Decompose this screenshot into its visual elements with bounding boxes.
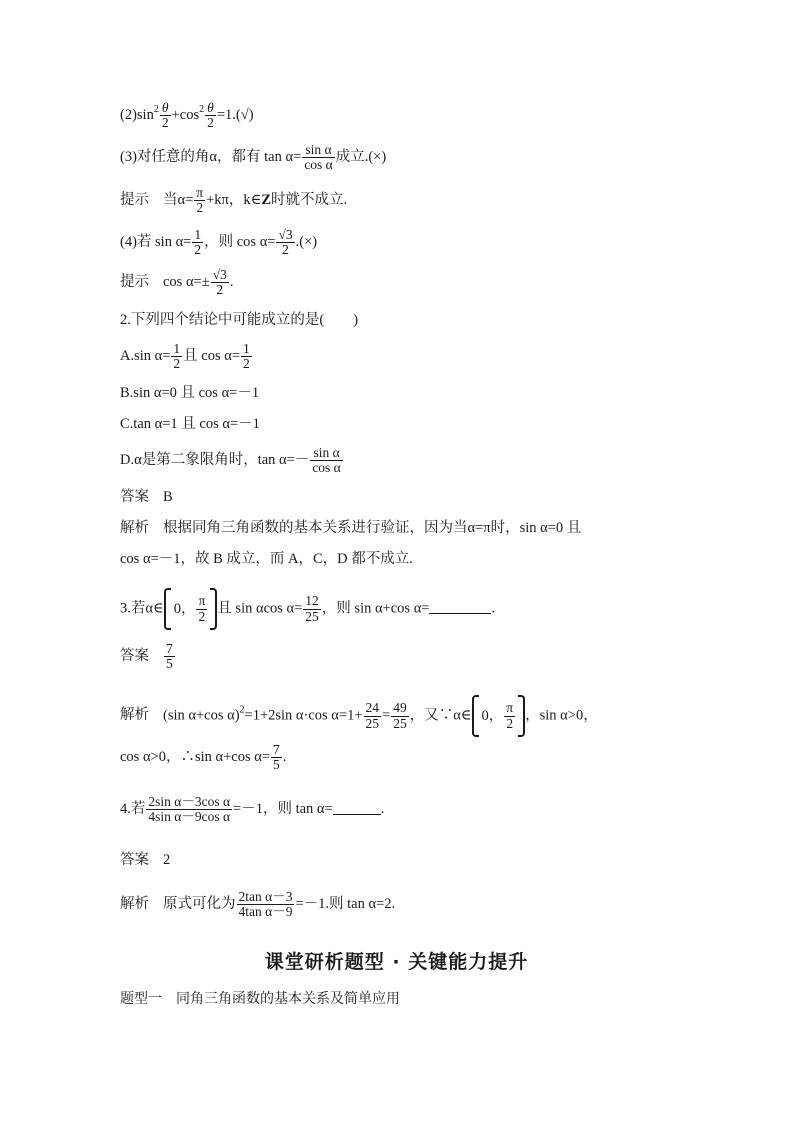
option-b: B.sin α=0 且 cos α=－1 xyxy=(120,385,260,401)
fraction: $\frac{7}{5}$ xyxy=(273,742,280,773)
sub-heading: 题型一 同角三角函数的基本关系及简单应用 xyxy=(120,991,400,1007)
item-3: (3)对任意的角α，都有 tan α= $\frac{\text{sin α}}{\text{cos α}}$ 成立.(×) xyxy=(120,142,387,173)
option-c: C.tan α=1 且 cos α=－1 xyxy=(120,416,260,432)
fraction: $\frac{\theta}{2}$ xyxy=(207,100,214,131)
fraction: $\frac{24}{25}$ xyxy=(365,700,380,731)
fraction: $\frac{\text{2tan α－3}}{\text{4tan α－9}}$ xyxy=(238,889,293,920)
answer-4: 答案 2 xyxy=(120,852,171,868)
item-4: (4)若 sin α= $\frac{1}{2}$ ，则 cos α= $\frac{√3}{2}$ .(×) xyxy=(120,227,318,258)
fraction: $\frac{√3}{2}$ xyxy=(212,267,227,298)
fraction: $\frac{\pi}{2}$ xyxy=(198,593,206,624)
solution-3-line-1: 解析 (sin α+cos α)$^2$=1+2sin α·cos α=1+ $\frac{24}{25}$ = $\frac{49}{25}$ ，又∵α∈ 0， $\frac{\pi}{2}$ ，sin α>0， xyxy=(120,695,598,737)
fraction: $\frac{\text{sin α}}{\text{cos α}}$ xyxy=(304,142,333,173)
solution-2-line-2: cos α=－1，故 B 成立，而 A，C，D 都不成立. xyxy=(120,551,413,567)
interval: 0， $\frac{\pi}{2}$ xyxy=(472,695,526,737)
item-2: $(2)\sin^2$ $\frac{\theta}{2}$ $+\cos^2$ $\frac{\theta}{2}$ =1.(√) xyxy=(120,100,254,131)
fraction: $\frac{√3}{2}$ xyxy=(278,227,293,258)
fraction: $\frac{49}{25}$ xyxy=(393,700,407,731)
answer-blank xyxy=(429,613,491,614)
option-a: A.sin α= $\frac{1}{2}$ 且 cos α= $\frac{1}{2}$ xyxy=(120,341,250,372)
hint-1: 提示 当α= $\frac{\pi}{2}$ +kπ，k∈Z时就不成立. xyxy=(120,185,348,216)
question-4: 4.若 $\frac{\text{2sin α－3cos α}}{\text{4sin α－9cos α}}$ =－1，则 tan α= . xyxy=(120,794,385,825)
fraction: $\frac{1}{2}$ xyxy=(243,341,250,372)
hint-2: 提示 cos α=± $\frac{√3}{2}$ . xyxy=(120,267,234,298)
answer-blank xyxy=(333,814,381,815)
fraction: $\frac{12}{25}$ xyxy=(305,593,319,624)
fraction: $\frac{1}{2}$ xyxy=(194,227,202,258)
solution-3-line-2: cos α>0，∴sin α+cos α= $\frac{7}{5}$ . xyxy=(120,742,287,773)
question-2: 2.下列四个结论中可能成立的是( ) xyxy=(120,312,359,328)
fraction: $\frac{\theta}{2}$ xyxy=(161,100,169,131)
fraction: $\frac{\text{2sin α－3cos α}}{\text{4sin α－9cos α}}$ xyxy=(148,794,231,825)
fraction: $\frac{7}{5}$ xyxy=(166,641,173,672)
interval: 0， $\frac{\pi}{2}$ xyxy=(164,588,218,630)
question-3: 3.若α∈ 0， $\frac{\pi}{2}$ 且 sin αcos α= $\frac{12}{25}$ ，则 sin α+cos α= . xyxy=(120,588,495,630)
fraction: $\frac{\pi}{2}$ xyxy=(506,700,514,731)
solution-2-line-1: 解析 根据同角三角函数的基本关系进行验证，因为当α=π时，sin α=0 且 xyxy=(120,520,582,536)
fraction: $\frac{\text{sin α}}{\text{cos α}}$ xyxy=(312,445,341,476)
option-d: D.α是第二象限角时，tan α=－ $\frac{\text{sin α}}{\text{cos α}}$ xyxy=(120,445,341,476)
answer-3: 答案 $\frac{7}{5}$ xyxy=(120,641,173,672)
answer-2: 答案 B xyxy=(120,489,173,505)
fraction: $\frac{\pi}{2}$ xyxy=(196,185,204,216)
fraction: $\frac{1}{2}$ xyxy=(173,341,181,372)
section-title: 课堂研析题型 · 关键能力提升 xyxy=(264,951,529,973)
solution-4: 解析 原式可化为 $\frac{\text{2tan α－3}}{\text{4tan α－9}}$ =－1.则 tan α=2. xyxy=(120,889,396,920)
